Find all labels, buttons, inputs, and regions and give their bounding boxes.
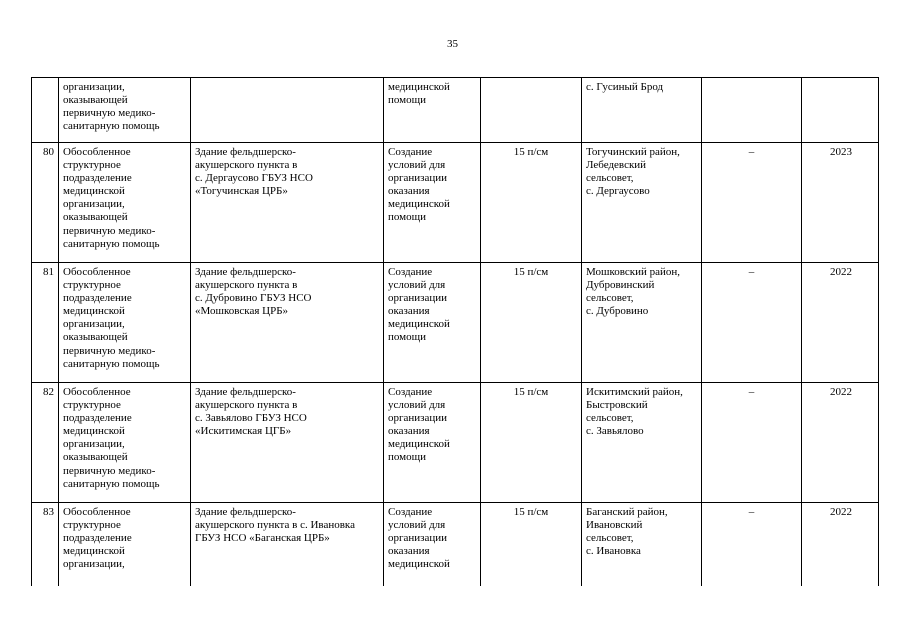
row-number-cell: 83 xyxy=(32,503,59,587)
location-cell: Искитимский район, Быстровский сельсовет, с. Завьялово xyxy=(582,383,702,503)
year-cell: 2022 xyxy=(802,383,879,503)
purpose-cell: медицинской помощи xyxy=(384,78,481,143)
object-name-cell: Здание фельдшерско- акушерского пункта в с. Дергаусово ГБУЗ НСО «Тогучинская ЦРБ» xyxy=(191,143,384,263)
dash-cell: – xyxy=(702,383,802,503)
facilities-table xyxy=(31,77,879,586)
year-cell: 2023 xyxy=(802,143,879,263)
year-cell: 2022 xyxy=(802,503,879,587)
year-cell: 2022 xyxy=(802,263,879,383)
table-row xyxy=(32,503,879,587)
row-number-cell xyxy=(32,78,59,143)
dash-cell: – xyxy=(702,503,802,587)
table-row xyxy=(32,78,879,143)
row-number-cell: 82 xyxy=(32,383,59,503)
capacity-cell: 15 п/см xyxy=(481,503,582,587)
dash-cell xyxy=(702,78,802,143)
location-cell: Тогучинский район, Лебедевский сельсовет, с. Дергаусово xyxy=(582,143,702,263)
table-row xyxy=(32,143,879,263)
location-cell: Баганский район, Ивановский сельсовет, с. Ивановка xyxy=(582,503,702,587)
location-cell: Мошковский район, Дубровинский сельсовет, с. Дубровино xyxy=(582,263,702,383)
facility-type-cell: Обособленное структурное подразделение медицинской организации, xyxy=(59,503,191,587)
row-number-cell: 81 xyxy=(32,263,59,383)
object-name-cell xyxy=(191,78,384,143)
capacity-cell: 15 п/см xyxy=(481,263,582,383)
page-number: 35 xyxy=(447,38,458,50)
dash-cell: – xyxy=(702,263,802,383)
capacity-cell xyxy=(481,78,582,143)
object-name-cell: Здание фельдшерско- акушерского пункта в с. Ивановка ГБУЗ НСО «Баганская ЦРБ» xyxy=(191,503,384,587)
capacity-cell: 15 п/см xyxy=(481,383,582,503)
purpose-cell: Создание условий для организации оказания медицинской помощи xyxy=(384,263,481,383)
object-name-cell: Здание фельдшерско- акушерского пункта в с. Завьялово ГБУЗ НСО «Искитимская ЦГБ» xyxy=(191,383,384,503)
object-name-cell: Здание фельдшерско- акушерского пункта в с. Дубровино ГБУЗ НСО «Мошковская ЦРБ» xyxy=(191,263,384,383)
location-cell: с. Гусиный Брод xyxy=(582,78,702,143)
facility-type-cell: Обособленное структурное подразделение медицинской организации, оказывающей первичную медико- санитарную помощь xyxy=(59,263,191,383)
year-cell xyxy=(802,78,879,143)
facility-type-cell: организации, оказывающей первичную медико- санитарную помощь xyxy=(59,78,191,143)
facility-type-cell: Обособленное структурное подразделение медицинской организации, оказывающей первичную медико- санитарную помощь xyxy=(59,383,191,503)
purpose-cell: Создание условий для организации оказания медицинской помощи xyxy=(384,383,481,503)
row-number-cell: 80 xyxy=(32,143,59,263)
table-row xyxy=(32,383,879,503)
facility-type-cell: Обособленное структурное подразделение медицинской организации, оказывающей первичную медико- санитарную помощь xyxy=(59,143,191,263)
purpose-cell: Создание условий для организации оказания медицинской xyxy=(384,503,481,587)
dash-cell: – xyxy=(702,143,802,263)
table-row xyxy=(32,263,879,383)
purpose-cell: Создание условий для организации оказания медицинской помощи xyxy=(384,143,481,263)
capacity-cell: 15 п/см xyxy=(481,143,582,263)
